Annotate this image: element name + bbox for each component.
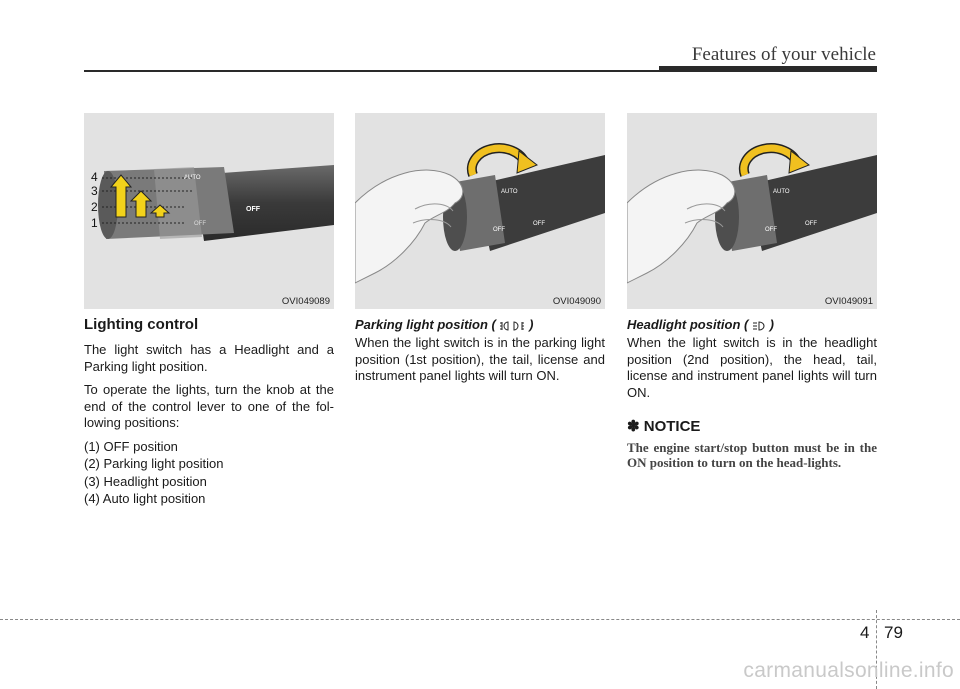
section-title: Lighting control	[84, 316, 199, 333]
switch-label-off: OFF	[493, 227, 505, 233]
header-title: Features of your vehicle	[691, 44, 876, 65]
notice-text: The engine start/stop button must be in the ON position to turn on the head-lights.	[627, 440, 877, 470]
list-item-headlight: (3) Headlight position	[84, 473, 207, 489]
subtitle-close: )	[529, 317, 534, 332]
lever-illustration-1	[84, 113, 334, 309]
figure-lighting-switch-positions	[84, 113, 334, 309]
subtitle-text: Headlight position (	[627, 317, 749, 332]
subtitle-close: )	[769, 317, 774, 332]
subtitle-parking-light	[355, 316, 605, 334]
switch-label-off-2: OFF	[533, 221, 545, 227]
switch-label-off-2: OFF	[194, 221, 206, 227]
header-rule-accent	[659, 66, 877, 72]
list-item-off: (1) OFF position	[84, 438, 178, 454]
column-parking-light	[355, 316, 605, 392]
figure-code: OVI049089	[281, 296, 330, 307]
position-label-2: 2	[91, 200, 98, 214]
position-label-4: 4	[91, 170, 98, 184]
chapter-number: 4	[860, 623, 870, 642]
paragraph-instructions: To operate the lights, turn the knob at the end of the control lever to one of the fol-lowing positions:	[84, 382, 334, 430]
headlight-icon	[752, 320, 766, 332]
switch-label-off: OFF	[246, 206, 260, 213]
lever-illustration-3	[627, 113, 877, 309]
figure-parking-light-position	[355, 113, 605, 309]
column-lighting-control	[84, 316, 334, 509]
notice-title: ✽ NOTICE	[627, 418, 701, 435]
list-item-auto: (4) Auto light position	[84, 491, 206, 506]
footer-divider	[0, 619, 960, 620]
paragraph-parking-body: When the light switch is in the parking light position (1st position), the tail, license and instrument panel lights will turn ON.	[355, 335, 605, 383]
column-headlight	[627, 316, 877, 477]
switch-label-auto: AUTO	[501, 189, 518, 195]
parking-light-icon	[499, 320, 525, 332]
paragraph-intro: The light switch has a Headlight and a Parking light position.	[84, 342, 334, 374]
switch-label-auto: AUTO	[773, 189, 790, 195]
switch-label-auto: AUTO	[184, 175, 201, 181]
subtitle-headlight	[627, 316, 877, 334]
subtitle-text: Parking light position (	[355, 317, 496, 332]
lever-illustration-2	[355, 113, 605, 309]
position-label-3: 3	[91, 184, 98, 198]
switch-label-off-2: OFF	[805, 221, 817, 227]
figure-code: OVI049090	[552, 296, 601, 307]
position-label-1: 1	[91, 216, 98, 230]
watermark: carmanualsonline.info	[743, 659, 954, 682]
figure-headlight-position	[627, 113, 877, 309]
switch-label-off: OFF	[765, 227, 777, 233]
page-number: 79	[884, 623, 903, 642]
figure-code: OVI049091	[824, 296, 873, 307]
paragraph-headlight-body: When the light switch is in the headlight position (2nd position), the head, tail, license and instrument panel lights will turn ON.	[627, 335, 877, 400]
list-item-parking: (2) Parking light position	[84, 456, 224, 471]
